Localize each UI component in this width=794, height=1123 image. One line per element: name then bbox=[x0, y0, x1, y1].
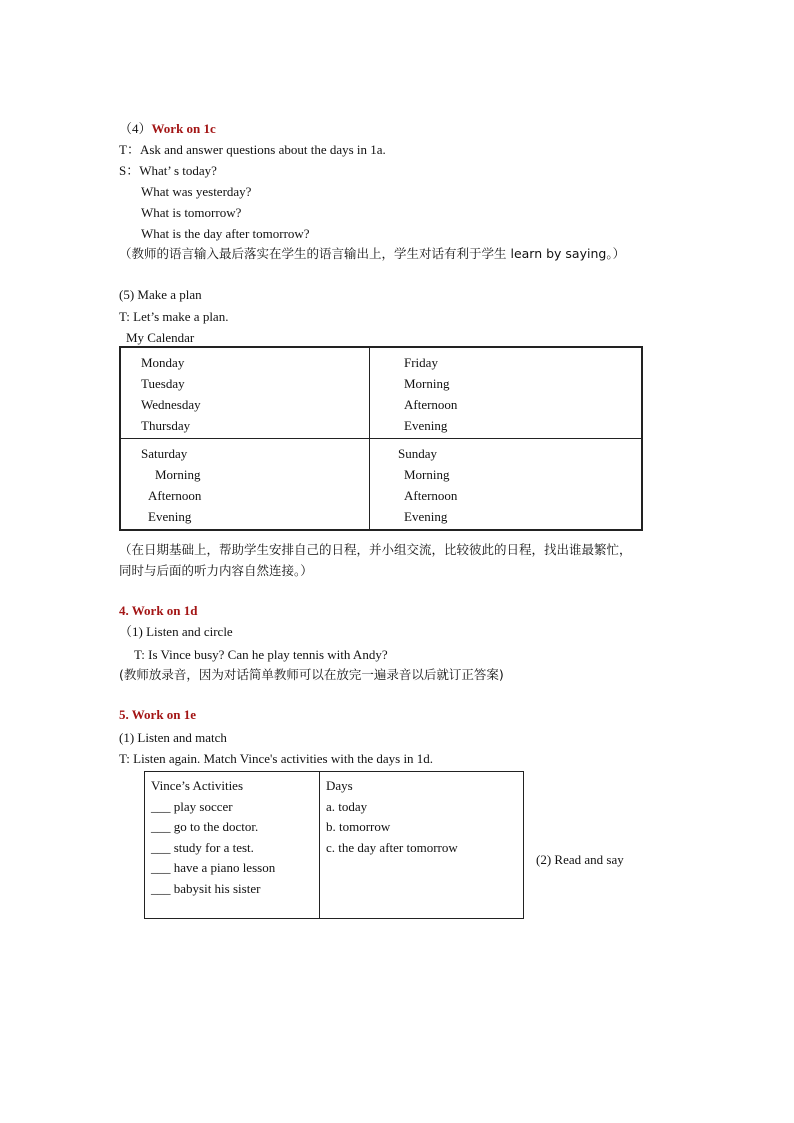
work-1e-title: 5. Work on 1e bbox=[119, 707, 197, 722]
calendar-slot: Evening bbox=[404, 418, 448, 433]
days-column bbox=[320, 772, 524, 919]
activity-item: ___ study for a test. bbox=[151, 839, 254, 855]
days-header: Days bbox=[326, 778, 353, 793]
calendar-day: Wednesday bbox=[141, 397, 201, 412]
day-option: b. tomorrow bbox=[326, 819, 391, 835]
day-option: c. the day after tomorrow bbox=[326, 839, 458, 855]
calendar-slot: Afternoon bbox=[148, 488, 202, 503]
section-4-heading bbox=[119, 121, 216, 137]
activities-table bbox=[144, 771, 524, 919]
activity-item: ___ go to the doctor. bbox=[151, 819, 259, 835]
calendar-cell-weekdays bbox=[120, 347, 370, 439]
calendar-day: Monday bbox=[141, 355, 185, 370]
calendar-cell-sunday bbox=[370, 439, 643, 531]
calendar-table bbox=[119, 346, 643, 531]
calendar-slot: Evening bbox=[148, 509, 192, 524]
make-plan-teacher-line: T: Let’s make a plan. bbox=[119, 309, 229, 324]
calendar-slot: Morning bbox=[404, 467, 450, 482]
listen-circle-subtitle: （1) Listen and circle bbox=[119, 624, 233, 639]
calendar-day: Tuesday bbox=[141, 376, 185, 391]
calendar-day: Friday bbox=[404, 355, 438, 370]
calendar-slot: Afternoon bbox=[404, 488, 458, 503]
activity-item: ___ play soccer bbox=[151, 798, 233, 814]
work-1d-title: 4. Work on 1d bbox=[119, 603, 198, 618]
teacher-line-1e: T: Listen again. Match Vince's activities with the days in 1d. bbox=[119, 751, 434, 766]
activity-item: ___ babysit his sister bbox=[151, 880, 261, 896]
read-and-say: (2) Read and say bbox=[536, 852, 624, 867]
calendar-slot: Afternoon bbox=[404, 397, 458, 412]
teacher-note-1c: （教师的语言输入最后落实在学生的语言输出上，学生对话有利于学生 learn by saying。） bbox=[119, 246, 626, 261]
calendar-cell-saturday bbox=[120, 439, 370, 531]
calendar-day: Sunday bbox=[398, 446, 437, 461]
section-4-title: Work on 1c bbox=[151, 121, 216, 136]
calendar-cell-friday bbox=[370, 347, 643, 439]
teacher-note-1d: (教师放录音，因为对话简单教师可以在放完一遍录音以后就订正答案) bbox=[119, 667, 504, 682]
calendar-day: Thursday bbox=[141, 418, 191, 433]
activities-header: Vince’s Activities bbox=[151, 778, 244, 793]
student-line-1c: S：What’ s today? bbox=[119, 163, 217, 178]
question-yesterday: What was yesterday? bbox=[141, 184, 252, 199]
calendar-title: My Calendar bbox=[126, 330, 195, 345]
calendar-slot: Morning bbox=[155, 467, 201, 482]
listen-match-subtitle: (1) Listen and match bbox=[119, 730, 227, 745]
day-option: a. today bbox=[326, 798, 368, 814]
teacher-line-1c: T：Ask and answer questions about the days in 1a. bbox=[119, 142, 386, 157]
plan-note-line-1: （在日期基础上，帮助学生安排自己的日程，并小组交流，比较彼此的日程，找出谁最繁忙， bbox=[119, 542, 632, 557]
calendar-slot: Evening bbox=[404, 509, 448, 524]
make-plan-title: (5) Make a plan bbox=[119, 287, 202, 302]
calendar-day: Saturday bbox=[141, 446, 188, 461]
section-4-number: （4） bbox=[119, 121, 152, 136]
activity-item: ___ have a piano lesson bbox=[151, 860, 276, 876]
plan-note-line-2: 同时与后面的听力内容自然连接。） bbox=[119, 563, 313, 578]
teacher-line-1d: T: Is Vince busy? Can he play tennis with Andy? bbox=[134, 647, 388, 662]
calendar-slot: Morning bbox=[404, 376, 450, 391]
activities-column bbox=[145, 772, 320, 919]
question-day-after: What is the day after tomorrow? bbox=[141, 226, 310, 241]
question-tomorrow: What is tomorrow? bbox=[141, 205, 242, 220]
